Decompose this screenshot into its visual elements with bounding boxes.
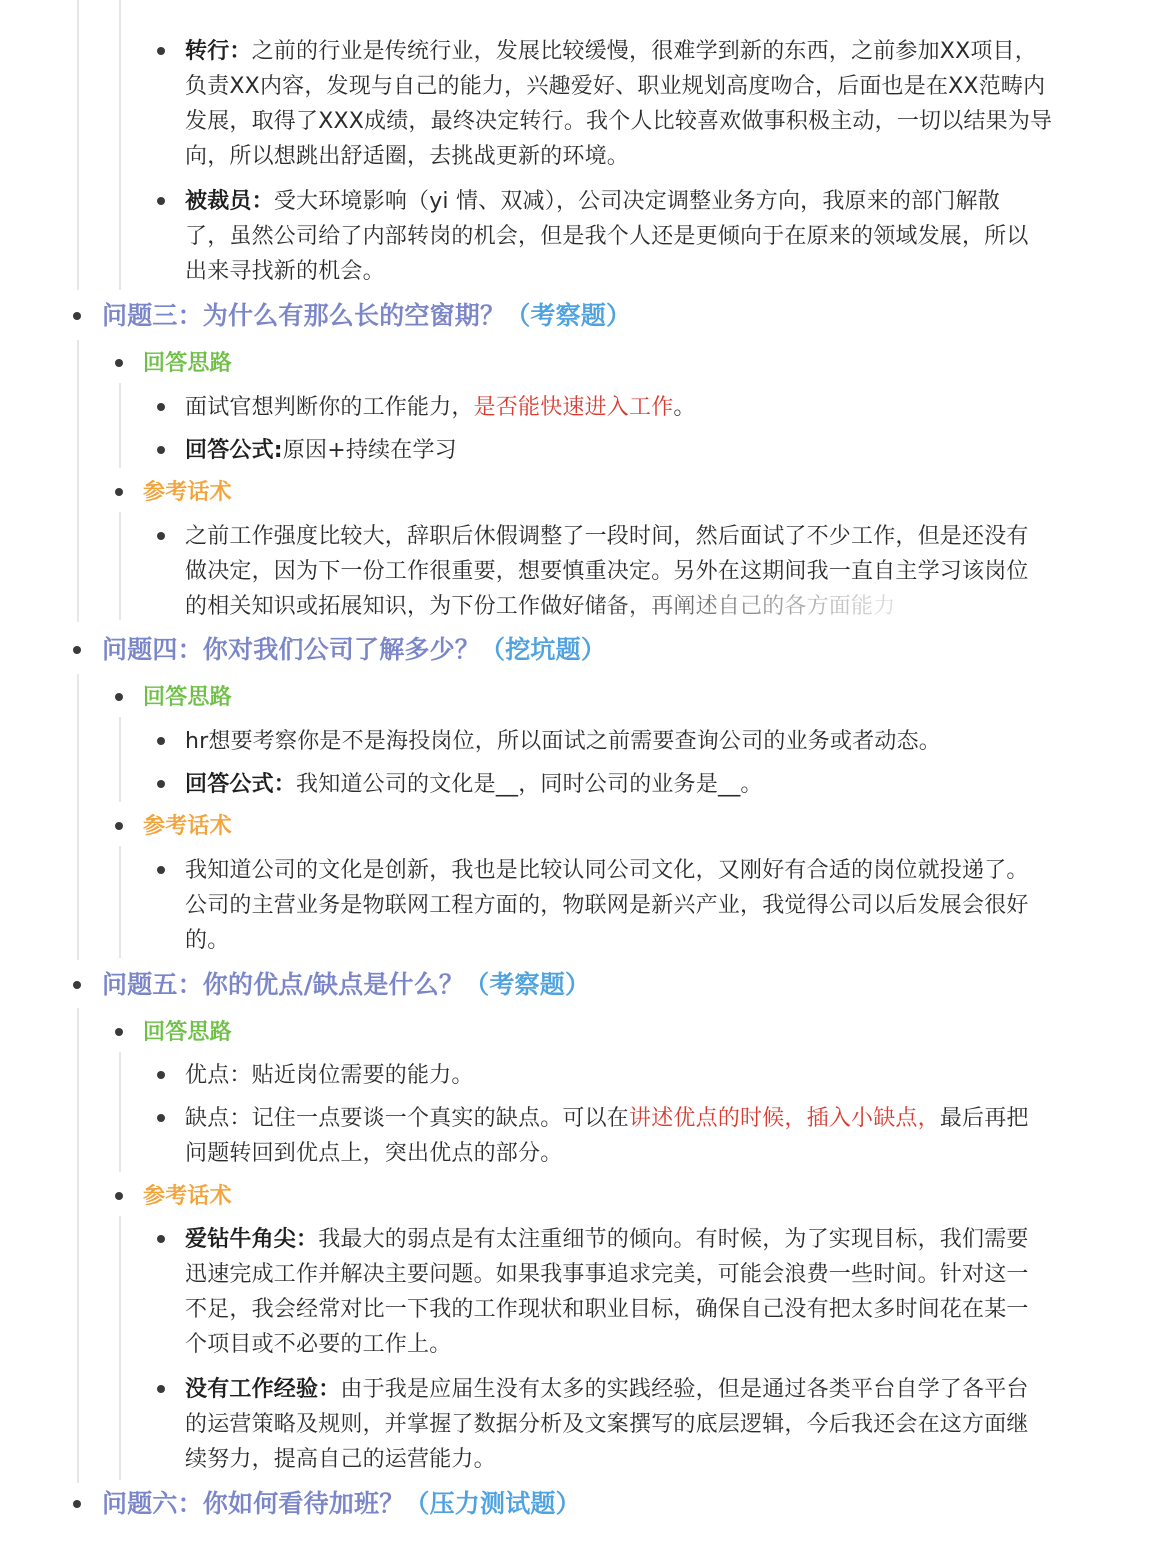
question-6-heading (102, 1486, 581, 1521)
list-bullet (157, 866, 165, 874)
list-item (185, 433, 457, 468)
item-text: 续努力，提高自己的运营能力。 (185, 1447, 496, 1472)
list-item-laid-off (185, 184, 1000, 219)
item-text: 迅速完成工作并解决主要问题。如果我事事追求完美，可能会浪费一些时间。针对这一 (185, 1262, 1029, 1287)
item-label: 爱钻牛角尖： (185, 1227, 319, 1252)
question-5-heading (102, 967, 590, 1002)
list-bullet (115, 1028, 123, 1036)
list-bullet (157, 780, 165, 788)
highlight-text: 讲述优点的时候，插入小缺点， (629, 1106, 940, 1131)
list-item: 优点：贴近岗位需要的能力。 (185, 1063, 474, 1088)
question-3-heading (102, 298, 631, 333)
indent-guide (119, 717, 121, 802)
list-bullet (73, 646, 81, 654)
item-label: 转行： (185, 39, 252, 64)
list-bullet (115, 359, 123, 367)
item-text: 我最大的弱点是有太注重细节的倾向。有时候，为了实现目标，我们需要 (318, 1227, 1029, 1252)
item-text: 发展，取得了XXX成绩，最终决定转行。我个人比较喜欢做事积极主动，一切以结果为导 (185, 109, 1053, 134)
list-item (185, 1101, 1029, 1136)
item-text: 的相关知识或拓展知识，为下份工作做好储备，再阐述自己的各方面能力 (185, 594, 896, 619)
item-label: 被裁员： (185, 189, 274, 214)
item-text: 受大环境影响（yi 情、双减），公司决定调整业务方向，我原来的部门解散 (273, 189, 1000, 214)
answer-thinking-heading: 回答思路 (143, 351, 232, 376)
answer-thinking-heading: 回答思路 (143, 1020, 232, 1045)
question-title: 问题四：你对我们公司了解多少？ (102, 635, 481, 664)
item-text: 之前的行业是传统行业，发展比较缓慢，很难学到新的东西，之前参加XX项目， (251, 39, 1037, 64)
item-text: 公司的主营业务是物联网工程方面的，物联网是新兴产业，我觉得公司以后发展会很好 (185, 893, 1029, 918)
list-bullet (157, 1235, 165, 1243)
list-bullet (115, 1192, 123, 1200)
item-text: 的。 (185, 928, 230, 953)
list-bullet (157, 532, 165, 540)
indent-guide (77, 0, 79, 290)
list-item-no-experience (185, 1372, 1029, 1407)
list-bullet (157, 446, 165, 454)
item-text: 个项目或不必要的工作上。 (185, 1332, 452, 1357)
question-title: 问题六：你如何看待加班？ (102, 1489, 405, 1518)
reference-script-heading: 参考话术 (143, 1184, 232, 1209)
indent-guide (77, 1008, 79, 1483)
question-tag: （挖坑题） (480, 635, 607, 664)
question-tag: （考察题） (505, 301, 632, 330)
item-text: 面试官想判断你的工作能力， (185, 395, 474, 420)
item-text: 问题转回到优点上，突出优点的部分。 (185, 1141, 563, 1166)
indent-guide (119, 0, 121, 290)
item-text: 之前工作强度比较大，辞职后休假调整了一段时间，然后面试了不少工作，但是还没有 (185, 524, 1029, 549)
list-bullet (157, 1114, 165, 1122)
item-text: 由于我是应届生没有太多的实践经验，但是通过各类平台自学了各平台 (340, 1377, 1029, 1402)
question-title: 问题五：你的优点/缺点是什么？ (102, 970, 465, 999)
indent-guide (119, 1216, 121, 1480)
reference-script-heading: 参考话术 (143, 480, 232, 505)
indent-guide (119, 512, 121, 620)
question-tag: （压力测试题） (404, 1489, 581, 1518)
item-text: 出来寻找新的机会。 (185, 259, 385, 284)
question-title: 问题三：为什么有那么长的空窗期？ (102, 301, 506, 330)
item-text: 的运营策略及规则，并掌握了数据分析及文案撰写的底层逻辑，今后我还会在这方面继 (185, 1412, 1029, 1437)
list-bullet (157, 403, 165, 411)
list-bullet (157, 47, 165, 55)
item-text: 了，虽然公司给了内部转岗的机会，但是我个人还是更倾向于在原来的领域发展，所以 (185, 224, 1029, 249)
indent-guide (119, 383, 121, 468)
item-text: 我知道公司的文化是__，同时公司的业务是__。 (296, 772, 763, 797)
item-text: 缺点：记住一点要谈一个真实的缺点。可以在 (185, 1106, 630, 1131)
list-bullet (157, 197, 165, 205)
item-text (185, 589, 895, 624)
item-text: 做决定，因为下一份工作很重要，想要慎重决定。另外在这期间我一直自主学习该岗位 (185, 559, 1029, 584)
question-4-heading (102, 632, 606, 667)
list-bullet (73, 981, 81, 989)
item-label: 回答公式: (185, 438, 283, 463)
list-bullet (73, 1500, 81, 1508)
item-text: 最后再把 (939, 1106, 1029, 1131)
highlight-text: 是否能快速进入工作 (473, 395, 674, 420)
list-bullet (115, 488, 123, 496)
list-item-perfectionist (185, 1222, 1029, 1257)
indent-guide (77, 340, 79, 622)
reference-script-heading: 参考话术 (143, 814, 232, 839)
list-bullet (73, 312, 81, 320)
list-item (185, 767, 763, 802)
item-text: 原因+持续在学习 (282, 438, 457, 463)
indent-guide (119, 846, 121, 958)
item-text: 不足，我会经常对比一下我的工作现状和职业目标，确保自己没有把太多时间花在某一 (185, 1297, 1029, 1322)
list-bullet (157, 1385, 165, 1393)
item-text: 向，所以想跳出舒适圈，去挑战更新的环境。 (185, 144, 630, 169)
question-tag: （考察题） (464, 970, 591, 999)
indent-guide (77, 674, 79, 960)
list-bullet (157, 1071, 165, 1079)
answer-thinking-heading: 回答思路 (143, 685, 232, 710)
list-item: hr想要考察你是不是海投岗位，所以面试之前需要查询公司的业务或者动态。 (185, 729, 941, 754)
indent-guide (119, 1052, 121, 1172)
list-bullet (157, 737, 165, 745)
item-text: 负责XX内容，发现与自己的能力，兴趣爱好、职业规划高度吻合，后面也是在XX范畴内 (185, 74, 1046, 99)
list-item-career-change (185, 34, 1037, 69)
list-bullet (115, 822, 123, 830)
item-label: 回答公式： (185, 772, 297, 797)
list-bullet (115, 693, 123, 701)
list-item (185, 390, 696, 425)
item-text: 我知道公司的文化是创新，我也是比较认同公司文化，又刚好有合适的岗位就投递了。 (185, 858, 1029, 883)
item-text: 。 (673, 395, 696, 420)
item-label: 没有工作经验： (185, 1377, 341, 1402)
